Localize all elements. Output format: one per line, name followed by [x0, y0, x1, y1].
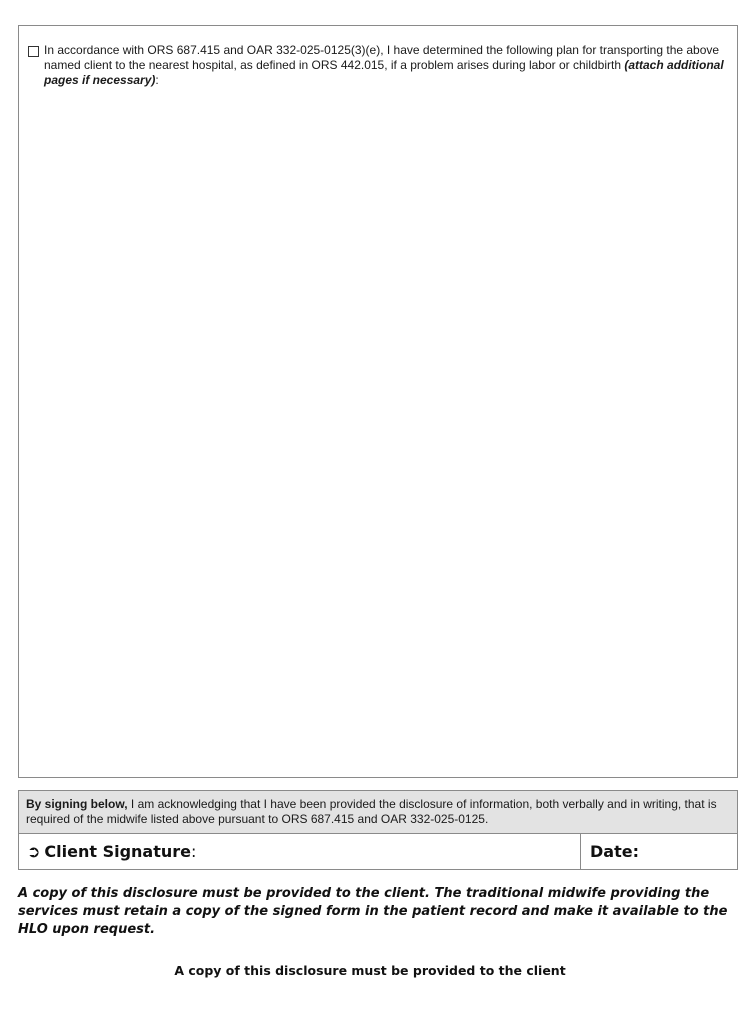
- client-signature-field[interactable]: [27, 843, 196, 861]
- signature-row: [18, 834, 738, 870]
- arrow-icon: ➲: [27, 842, 41, 861]
- footer-note: A copy of this disclosure must be provided to the client: [174, 963, 566, 978]
- acknowledgment-box: [18, 790, 738, 834]
- client-signature-colon: :: [191, 842, 197, 861]
- acknowledgment-lead: By signing below,: [26, 797, 128, 811]
- acknowledgment-text: I am acknowledging that I have been provided the disclosure of information, both verbally and in writing, that is required of the midwife listed above pursuant to ORS 687.415 and OAR 332-025-0125.: [26, 797, 717, 826]
- attach-pages-note: (attach additional pages if necessary): [44, 58, 724, 87]
- date-field[interactable]: Date:: [590, 842, 639, 861]
- acknowledgment-statement: [26, 797, 726, 827]
- signature-divider: [580, 834, 581, 869]
- retention-notice: A copy of this disclosure must be provided to the client. The traditional midwife providing the services must retain a copy of the signed form in the patient record and make it available to the HLO upon request.: [18, 886, 728, 937]
- client-signature-label: Client Signature: [44, 842, 192, 861]
- transport-plan-colon: :: [155, 73, 159, 87]
- transport-plan-text: In accordance with ORS 687.415 and OAR 332-025-0125(3)(e), I have determined the following plan for transporting the above named client to the nearest hospital, as defined in ORS 442.015, if a problem arises during labor or childbirth: [44, 43, 720, 72]
- transport-plan-box[interactable]: [18, 25, 738, 778]
- transport-plan-statement: [44, 43, 729, 88]
- transport-plan-checkbox[interactable]: [28, 46, 39, 57]
